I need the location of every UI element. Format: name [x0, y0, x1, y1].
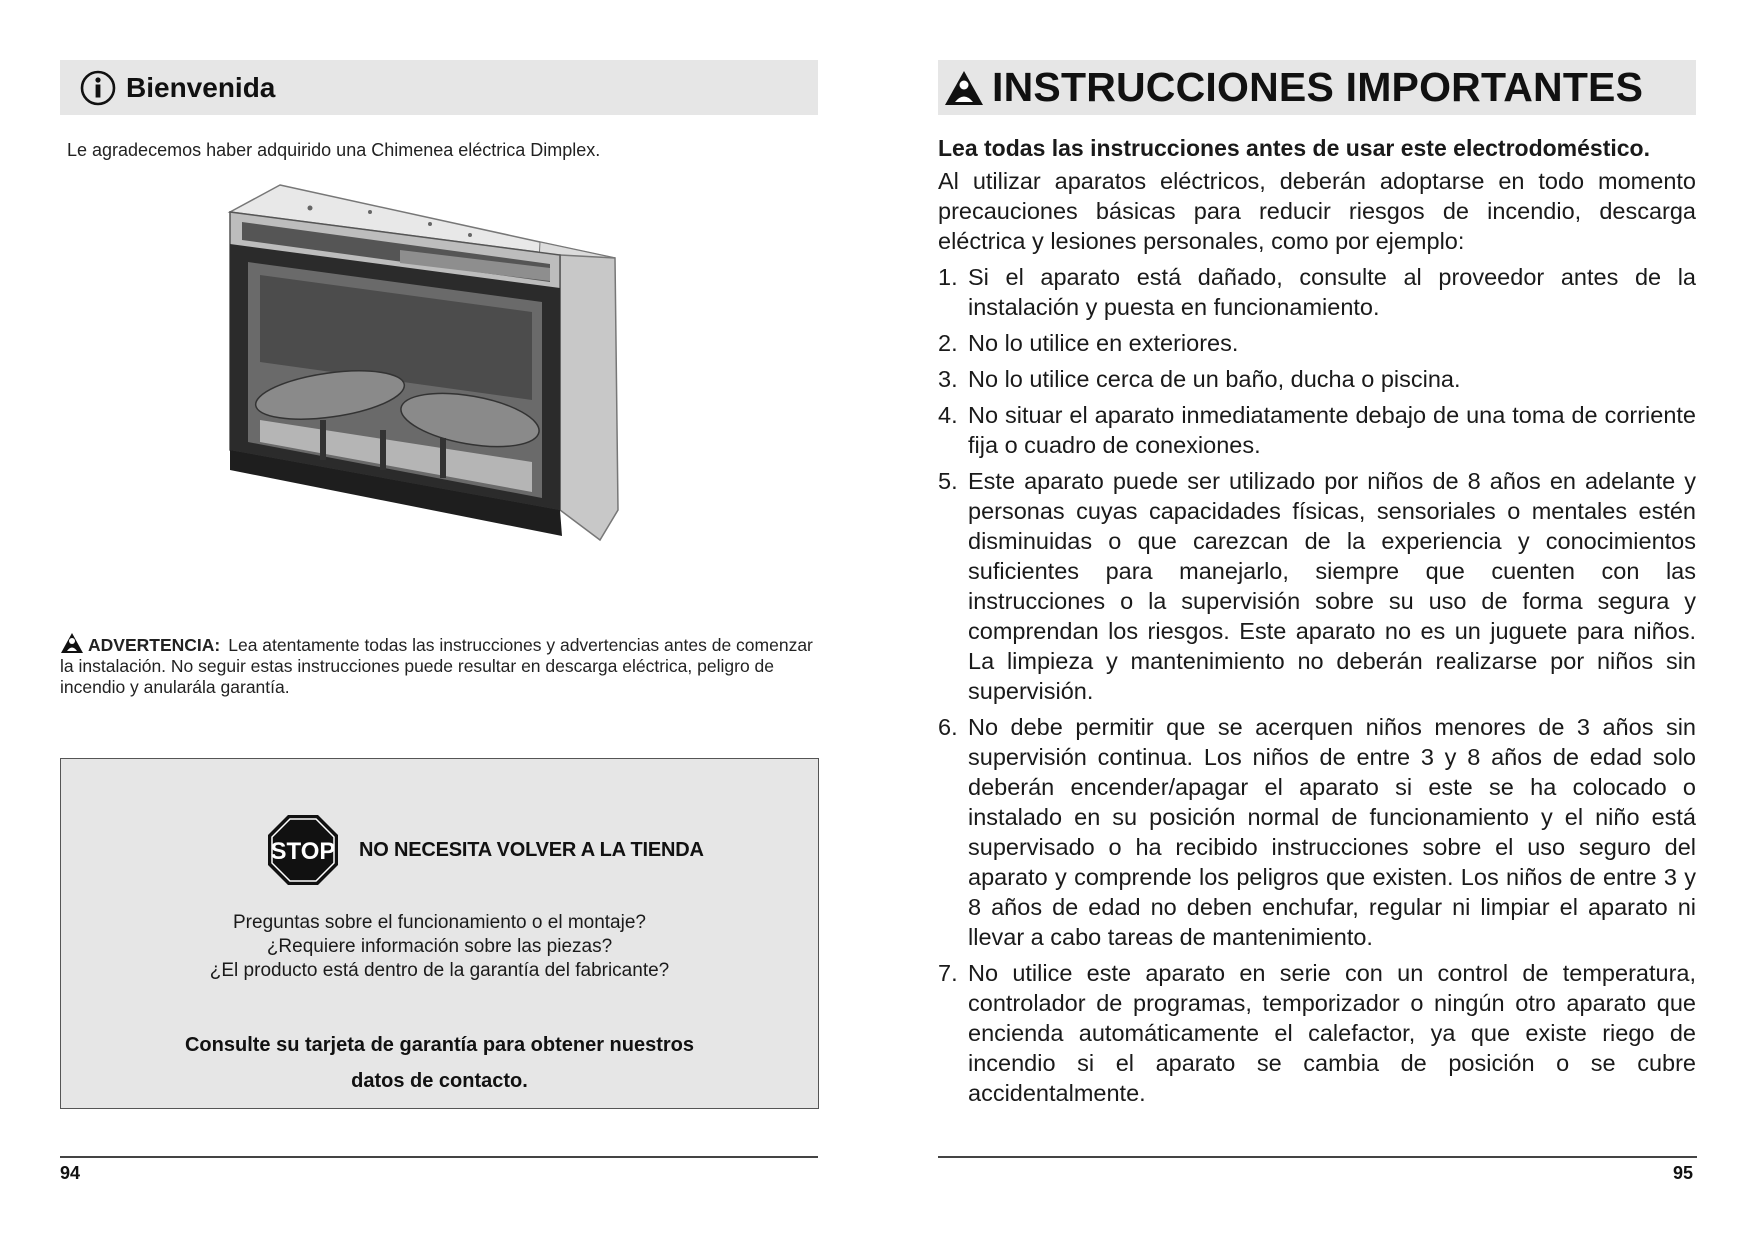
- info-icon: [80, 70, 116, 106]
- intro-paragraph: Al utilizar aparatos eléctricos, deberán adoptarse en todo momento precauciones básicas para reducir riesgos de incendio, descarga eléctrica y lesiones personales, como por ejemplo:: [938, 168, 1696, 254]
- item-number: 7.: [938, 960, 958, 986]
- list-item: [938, 400, 1696, 460]
- contact-note: [61, 1027, 818, 1099]
- item-number: 6.: [938, 714, 958, 740]
- store-info-box: [60, 758, 819, 1109]
- footer-rule-right: [938, 1156, 1697, 1158]
- page-number-right: 95: [1673, 1163, 1694, 1183]
- item-number: 1.: [938, 264, 958, 290]
- list-item: [938, 262, 1696, 322]
- item-text: No situar el aparato inmediatamente debajo de una toma de corriente fija o cuadro de conexiones.: [968, 402, 1696, 458]
- item-number: 5.: [938, 468, 958, 494]
- warning-text: Lea atentamente todas las instrucciones y advertencias antes de comenzar la instalación. No seguir estas instrucciones puede resultar en descarga eléctrica, peligro de incendio y anularála garantía.: [60, 635, 813, 697]
- welcome-header: [60, 60, 818, 115]
- stop-sign-icon: [267, 814, 339, 886]
- list-item: [938, 466, 1696, 706]
- list-item: [938, 712, 1696, 952]
- item-number: 4.: [938, 402, 958, 428]
- list-item: [938, 958, 1696, 1108]
- question-line: ¿Requiere información sobre las piezas?: [266, 936, 613, 957]
- instructions-title: INSTRUCCIONES IMPORTANTES: [992, 64, 1644, 110]
- stop-sign-label: STOP: [270, 838, 336, 865]
- item-text: Este aparato puede ser utilizado por niños de 8 años en adelante y personas cuyas capacidades físicas, sensoriales o mentales estén disminuidas o que carezcan de la experiencia y conocimientos suficientes para manejarlo, siempre que cuenten con las instrucciones o la supervisión sobre su uso de forma segura y comprendan los riesgos. Este aparato no es un juguete para niños. La limpieza y mantenimiento no deberán realizarse por niños sin supervisión.: [968, 468, 1696, 704]
- list-item: [938, 328, 1696, 358]
- welcome-title: Bienvenida: [126, 71, 276, 103]
- question-line: Preguntas sobre el funcionamiento o el montaje?: [233, 912, 646, 933]
- warning-icon: [944, 70, 984, 106]
- item-number: 2.: [938, 330, 958, 356]
- lead-text: Lea todas las instrucciones antes de usar este electrodoméstico.: [938, 135, 1650, 161]
- footer-rule-left: [60, 1156, 818, 1158]
- item-text: No debe permitir que se acerquen niños menores de 3 años sin supervisión continua. Los niños de entre 3 y 8 años de edad solo deberán encender/apagar el aparato si este se ha colocado o instalado en su posición normal de funcionamiento y el niño está supervisado o ha recibido instrucciones sobre el uso seguro del aparato y comprende los peligros que existen. Los niños de entre 3 y 8 años de edad no deben enchufar, regular ni limpiar el aparato ni llevar a cabo tareas de mantenimiento.: [968, 714, 1696, 950]
- warning-icon: [60, 632, 84, 654]
- warning-block: [60, 632, 820, 698]
- item-text: Si el aparato está dañado, consulte al proveedor antes de la instalación y puesta en funcionamiento.: [968, 264, 1696, 320]
- contact-line: datos de contacto.: [351, 1070, 528, 1092]
- item-text: No utilice este aparato en serie con un control de temperatura, controlador de programas, temporizador o ningún otro aparato que encienda automáticamente el calefactor, ya que existe riego de incendio si el aparato se cambia de posición o se cubre accidentalmente.: [968, 960, 1696, 1106]
- warning-label: ADVERTENCIA:: [88, 635, 221, 655]
- list-item: [938, 364, 1696, 394]
- contact-line: Consulte su tarjeta de garantía para obtener nuestros: [184, 1034, 694, 1056]
- no-return-headline: NO NECESITA VOLVER A LA TIENDA: [359, 838, 704, 861]
- question-line: ¿El producto está dentro de la garantía del fabricante?: [209, 960, 670, 981]
- item-number: 3.: [938, 366, 958, 392]
- instructions-header: [938, 60, 1696, 115]
- instructions-list: [938, 262, 1696, 1108]
- item-text: No lo utilice en exteriores.: [968, 330, 1239, 356]
- intro-text: Le agradecemos haber adquirido una Chimenea eléctrica Dimplex.: [67, 140, 601, 160]
- stop-row: [267, 814, 704, 886]
- instructions-body: [938, 133, 1696, 1114]
- questions-list: [61, 911, 818, 983]
- page-number-left: 94: [60, 1163, 81, 1183]
- item-text: No lo utilice cerca de un baño, ducha o piscina.: [968, 366, 1461, 392]
- fireplace-illustration: [220, 180, 640, 610]
